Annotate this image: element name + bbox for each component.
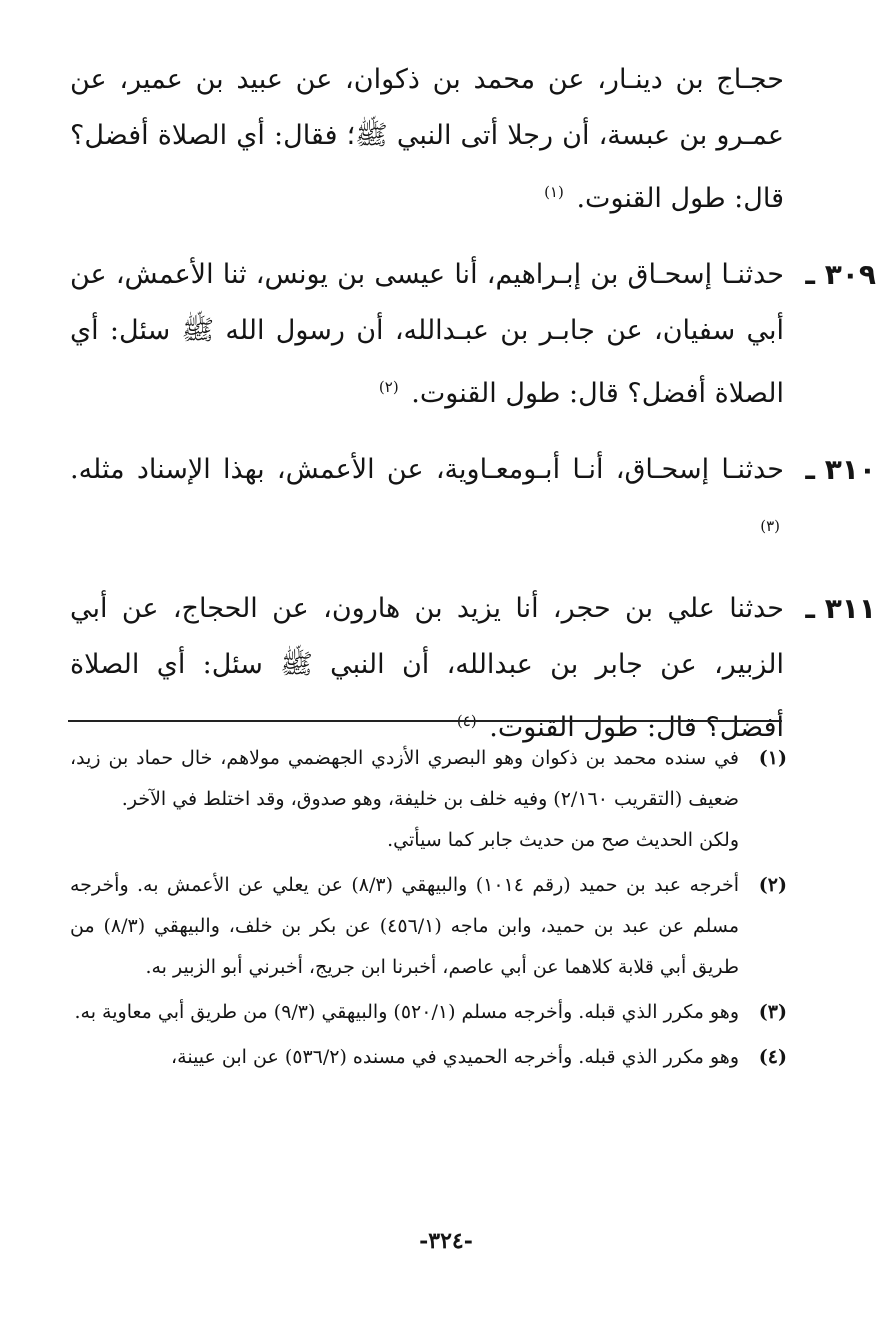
footnote-number-1: (١) — [758, 747, 787, 769]
hadith-entry-310 — [70, 442, 876, 561]
hadith-entry-309 — [70, 247, 876, 422]
footnote-text-2: أخرجه عبد بن حميد (رقم ١٠١٤) والبيهقي (٨/٣) عن يعلي عن الأعمش به. وأخرجه مسلم عن عبد بن حميد، وابن ماجه (٤٥٦/١) عن بكر بن خلف، والبيهقي (٨/٣) من طريق أبي قلابة كلاهما عن أبي عاصم، أخبرنا ابن جريج، أخبرني أبو الزبير به. — [70, 874, 740, 978]
hadith-text-309: حدثنـا إسحـاق بن إبـراهيم، أنا عيسى بن يونس، ثنا الأعمش، عن أبي سفيان، عن جابـر بن عبـدالله، أن رسول الله ﷺ سئل: أي الصلاة أفضل؟ قال: طول القنوت. — [70, 259, 784, 409]
hadith-text-311: حدثنا علي بن حجر، أنا يزيد بن هارون، عن الحجاج، عن أبي الزبير، عن جابر بن عبدالله، أن النبي ﷺ سئل: أي الصلاة أفضل؟ قال: طول القنوت. — [70, 593, 784, 743]
footnote-ref-1[interactable]: (١) — [544, 183, 564, 201]
hadith-number-309: ٣٠٩ ـ — [805, 258, 876, 291]
footnote-text-1: في سنده محمد بن ذكوان وهو البصري الأزدي الجهضمي مولاهم، خال حماد بن زيد، ضعيف (التقريب ٢/١٦٠) وفيه خلف بن خليفة، وهو صدوق، وقد اختلط في الآخر. — [70, 747, 739, 810]
footnote-1 — [70, 738, 787, 861]
footnote-number-4: (٤) — [758, 1046, 787, 1068]
footnotes-section — [70, 738, 787, 1082]
footnote-number-2: (٢) — [758, 874, 787, 896]
footnote-ref-2[interactable]: (٢) — [378, 378, 399, 396]
footnote-number-3: (٣) — [758, 1001, 787, 1023]
footnote-3 — [70, 992, 787, 1033]
footnote-4 — [70, 1037, 787, 1078]
hadith-text-310: حدثنـا إسحـاق، أنـا أبـومعـاوية، عن الأعمش، بهذا الإسناد مثله. — [70, 454, 784, 485]
page-number: -٣٢٤- — [419, 1228, 473, 1254]
continuation-text: حجـاج بن دينـار، عن محمد بن ذكوان، عن عبيد بن عمير، عن عمـرو بن عبسة، أن رجلا أتى النبي ﷺ؛ فقال: أي الصلاة أفضل؟ قال: طول القنوت. — [70, 64, 784, 214]
footnote-extra-1: ولكن الحديث صح من حديث جابر كما سيأتي. — [387, 829, 739, 851]
footnote-text-3: وهو مكرر الذي قبله. وأخرجه مسلم (٥٢٠/١) والبيهقي (٩/٣) من طريق أبي معاوية به. — [74, 1001, 739, 1023]
hadith-number-311: ٣١١ ـ — [805, 592, 876, 625]
footnote-text-4: وهو مكرر الذي قبله. وأخرجه الحميدي في مسنده (٥٣٦/٢) عن ابن عيينة، — [171, 1046, 739, 1068]
footnote-ref-4[interactable]: (٤) — [456, 712, 477, 730]
continuation-paragraph — [70, 52, 784, 227]
main-text — [70, 52, 876, 776]
footnote-separator — [68, 720, 782, 722]
footnote-ref-3[interactable]: (٣) — [760, 517, 780, 535]
footnote-2 — [70, 865, 787, 988]
hadith-number-310: ٣١٠ ـ — [805, 453, 876, 486]
hadith-entry-311 — [70, 581, 876, 756]
